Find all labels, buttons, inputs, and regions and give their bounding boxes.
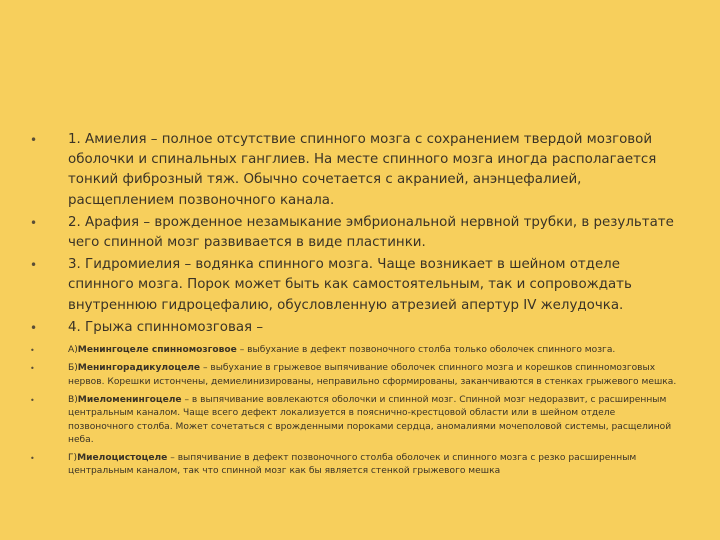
item-text: 2. Арафия – врожденное незамыкание эмбриональной нервной трубки, в результате чего спинной мозг развивается в виде пластинки. (68, 214, 674, 251)
item-text: 1. Амиелия – полное отсутствие спинного мозга с сохранением твердой мозговой оболочки и спинальных ганглиев. На месте спинного мозга иногда располагается тонкий фиброзный тяж. Обычно сочетается с акранией, анэнцефалией, расщеплением позвоночного канала. (68, 132, 657, 208)
item-term: Менингорадикулоцеле (77, 363, 201, 374)
item-prefix: А) (68, 345, 78, 356)
item-text: – выпячивание в дефект позвоночного столба оболочек и спинного мозга с резко расширенным центральным каналом, так что спинной мозг как бы является стенкой грыжевого мешка (68, 453, 637, 477)
bullet-icon: • (30, 215, 38, 230)
list-item (30, 452, 680, 479)
bullet-icon: • (30, 454, 35, 464)
item-text: – выбухание в грыжевое выпячивание оболочек спинного мозга и корешков спинномозговых нервов. Корешки истончены, демиелинизированы, неправильно сформированы, заканчиваются в стенках грыжевого мешка. (68, 363, 677, 387)
bullet-icon: • (30, 346, 35, 356)
item-text: 3. Гидромиелия – водянка спинного мозга. Чаще возникает в шейном отделе спинного мозга. Порок может быть как самостоятельным, так и сопровождать внутреннюю гидроцефалию, обусловленную атрезией апертур IV желудочка. (68, 257, 632, 313)
bullet-icon: • (30, 320, 38, 335)
item-text: – в выпячивание вовлекаются оболочки и спинной мозг. Спинной мозг недоразвит, с расширенным центральным каналом. Чаще всего дефект локализуется в пояснично-крестцовой области или в шейном отделе позвоночного столба. Может сочетаться с врожденными пороками сердца, аномалиями мочеполовой системы, расщелиной неба. (68, 394, 672, 445)
item-text: – выбухание в дефект позвоночного столба только оболочек спинного мозга. (236, 345, 616, 356)
list-item (30, 318, 680, 338)
item-prefix: В) (68, 394, 78, 405)
bullet-list (30, 130, 680, 484)
item-prefix: Г) (68, 453, 78, 464)
list-item (30, 394, 680, 447)
list-item (30, 255, 680, 316)
bullet-icon: • (30, 133, 38, 147)
list-item (30, 362, 680, 389)
bullet-icon: • (30, 364, 35, 374)
item-prefix: Б) (68, 363, 78, 374)
list-item (30, 213, 680, 253)
list-item (30, 130, 680, 211)
bullet-icon: • (30, 258, 38, 273)
item-term: Менингоцеле спинномозговое (77, 345, 237, 356)
list-item (30, 344, 680, 357)
item-term: Миелоцистоцеле (77, 453, 168, 464)
bullet-icon: • (30, 395, 35, 405)
item-term: Миеломенингоцеле (77, 394, 182, 405)
item-text: 4. Грыжа спинномозговая – (68, 319, 264, 335)
